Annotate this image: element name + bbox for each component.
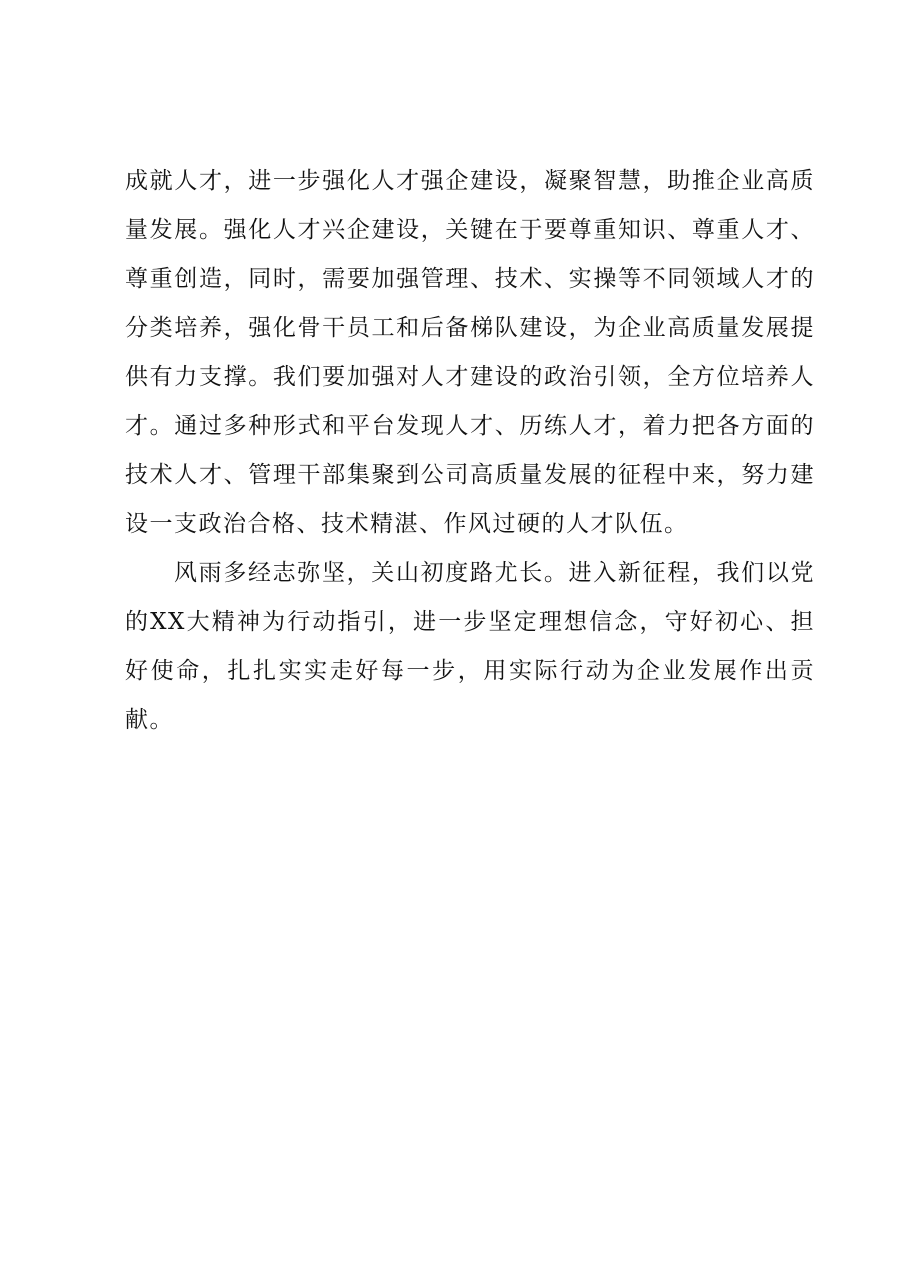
paragraph-new-journey: 风雨多经志弥坚，关山初度路尤长。进入新征程，我们以党的XX大精神为行动指引，进一步坚定理想信念，守好初心、担好使命，扎扎实实走好每一步，用实际行动为企业发展作出贡献。 xyxy=(125,560,815,733)
document-body xyxy=(125,157,815,745)
paragraph-talent-building: 成就人才，进一步强化人才强企建设，凝聚智慧，助推企业高质量发展。强化人才兴企建设，关键在于要尊重知识、尊重人才、尊重创造，同时，需要加强管理、技术、实操等不同领域人才的分类培养，强化骨干员工和后备梯队建设，为企业高质量发展提供有力支撑。我们要加强对人才建设的政治引领，全方位培养人才。通过多种形式和平台发现人才、历练人才，着力把各方面的技术人才、管理干部集聚到公司高质量发展的征程中来，努力建设一支政治合格、技术精湛、作风过硬的人才队伍。 xyxy=(125,168,815,537)
